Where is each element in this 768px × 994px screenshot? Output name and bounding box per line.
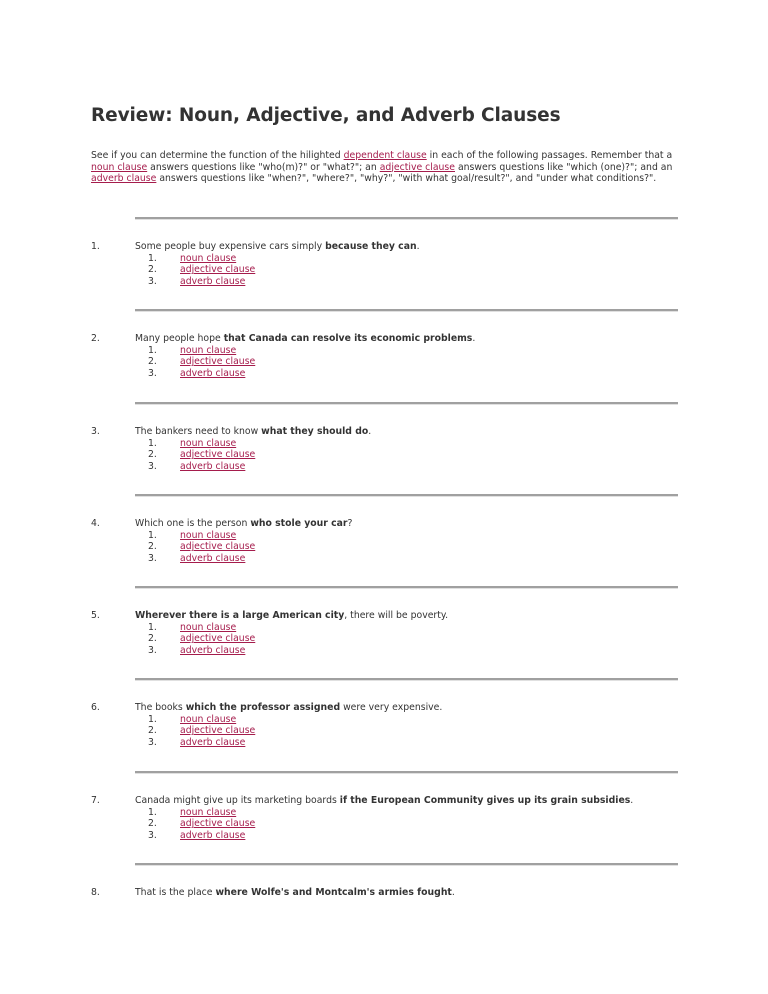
page-title: Review: Noun, Adjective, and Adverb Clauses: [91, 105, 561, 126]
option-adjective-clause[interactable]: adjective clause: [180, 356, 256, 368]
question-text-before: Which one is the person: [135, 518, 251, 529]
question-number: 5.: [91, 610, 100, 621]
question-text-before: That is the place: [135, 887, 216, 898]
option-number: 3.: [148, 552, 157, 564]
question-text-after: were very expensive.: [340, 702, 443, 713]
option-adjective-clause[interactable]: adjective clause: [180, 633, 256, 645]
question-text-after: .: [472, 333, 476, 344]
option-adjective-clause[interactable]: adjective clause: [180, 725, 256, 737]
option-number: 1.: [148, 437, 157, 449]
question-text-after: .: [451, 887, 455, 898]
adjective-clause-link[interactable]: adjective clause: [379, 161, 455, 173]
option-number: 3.: [148, 275, 157, 287]
question-number: 7.: [91, 795, 100, 806]
question-text-after: .: [630, 795, 634, 806]
question-number: 6.: [91, 702, 100, 713]
option-adverb-clause[interactable]: adverb clause: [180, 367, 246, 379]
option-number: 2.: [148, 725, 157, 737]
question-text: [135, 333, 475, 345]
divider: [135, 586, 678, 589]
option-noun-clause[interactable]: noun clause: [180, 344, 237, 356]
intro-text: answers questions like "when?", "where?", "why?", "with what goal/result?", and "under what conditions?".: [156, 173, 657, 185]
divider: [135, 309, 678, 312]
highlighted-clause: where Wolfe's and Montcalm's armies fought: [215, 887, 452, 898]
option-number: 1.: [148, 344, 157, 356]
dependent-clause-link[interactable]: dependent clause: [343, 150, 427, 161]
option-number: 2.: [148, 449, 157, 461]
question-number: 8.: [91, 887, 100, 898]
adverb-clause-link[interactable]: adverb clause: [91, 173, 157, 185]
option-adjective-clause[interactable]: adjective clause: [180, 818, 256, 830]
option-number: 2.: [148, 818, 157, 830]
highlighted-clause: that Canada can resolve its economic problems: [223, 333, 473, 344]
option-noun-clause[interactable]: noun clause: [180, 529, 237, 541]
intro-text: answers questions like "which (one)?"; and an: [455, 161, 673, 173]
option-adjective-clause[interactable]: adjective clause: [180, 449, 256, 461]
option-number: 1.: [148, 529, 157, 541]
option-number: 3.: [148, 829, 157, 841]
option-adverb-clause[interactable]: adverb clause: [180, 736, 246, 748]
option-noun-clause[interactable]: noun clause: [180, 806, 237, 818]
question-number: 4.: [91, 518, 100, 529]
option-noun-clause[interactable]: noun clause: [180, 713, 237, 725]
highlighted-clause: Wherever there is a large American city: [135, 610, 345, 621]
question-number: 3.: [91, 426, 100, 437]
question-text: [135, 887, 455, 899]
highlighted-clause: if the European Community gives up its grain subsidies: [339, 795, 631, 806]
intro-paragraph: [91, 150, 681, 185]
document-page: [91, 104, 681, 898]
question-text: [135, 426, 371, 438]
divider: [135, 494, 678, 497]
highlighted-clause: who stole your car: [250, 518, 348, 529]
intro-text: See if you can determine the function of the hilighted: [91, 150, 344, 161]
question-text-before: The books: [135, 702, 186, 713]
question-text: [135, 610, 448, 622]
option-adjective-clause[interactable]: adjective clause: [180, 541, 256, 553]
divider: [135, 217, 678, 220]
divider: [135, 863, 678, 866]
question-text-after: ?: [347, 518, 353, 529]
option-number: 3.: [148, 367, 157, 379]
option-number: 2.: [148, 356, 157, 368]
option-adverb-clause[interactable]: adverb clause: [180, 552, 246, 564]
question-text-after: , there will be poverty.: [344, 610, 449, 621]
option-number: 2.: [148, 633, 157, 645]
question-text-after: .: [368, 426, 372, 437]
option-adverb-clause[interactable]: adverb clause: [180, 644, 246, 656]
option-number: 3.: [148, 736, 157, 748]
option-number: 2.: [148, 541, 157, 553]
highlighted-clause: what they should do: [261, 426, 369, 437]
option-number: 1.: [148, 713, 157, 725]
question-number: 1.: [91, 241, 100, 252]
option-number: 2.: [148, 264, 157, 276]
intro-text: answers questions like "who(m)?" or "what?"; an: [147, 161, 380, 173]
highlighted-clause: because they can: [325, 241, 417, 252]
option-adverb-clause[interactable]: adverb clause: [180, 829, 246, 841]
option-adverb-clause[interactable]: adverb clause: [180, 460, 246, 472]
noun-clause-link[interactable]: noun clause: [91, 161, 148, 173]
divider: [135, 771, 678, 774]
option-noun-clause[interactable]: noun clause: [180, 437, 237, 449]
option-noun-clause[interactable]: noun clause: [180, 621, 237, 633]
divider: [135, 402, 678, 405]
question-text-after: .: [416, 241, 420, 252]
divider: [135, 678, 678, 681]
option-adjective-clause[interactable]: adjective clause: [180, 264, 256, 276]
question-text-before: The bankers need to know: [135, 426, 262, 437]
question-text: [135, 795, 633, 807]
question-text: [135, 518, 352, 530]
option-number: 1.: [148, 621, 157, 633]
question-text-before: Many people hope: [135, 333, 224, 344]
highlighted-clause: which the professor assigned: [185, 702, 341, 713]
intro-text: in each of the following passages. Remember that a: [426, 150, 673, 161]
question-text-before: Canada might give up its marketing boards: [135, 795, 340, 806]
question-text: [135, 702, 442, 714]
option-number: 3.: [148, 460, 157, 472]
option-adverb-clause[interactable]: adverb clause: [180, 275, 246, 287]
option-noun-clause[interactable]: noun clause: [180, 252, 237, 264]
question-number: 2.: [91, 333, 100, 344]
option-number: 1.: [148, 806, 157, 818]
option-number: 1.: [148, 252, 157, 264]
question-text-before: Some people buy expensive cars simply: [135, 241, 326, 252]
option-number: 3.: [148, 644, 157, 656]
question-text: [135, 241, 420, 253]
